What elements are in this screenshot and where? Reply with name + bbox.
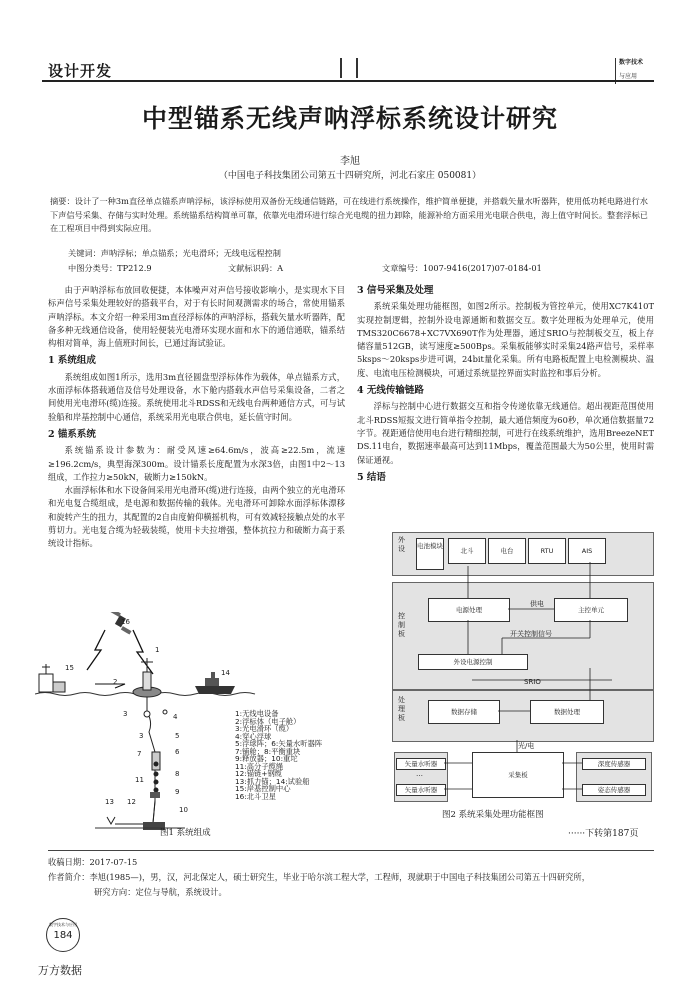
- paper-title: 中型锚系无线声呐浮标系统设计研究: [141, 104, 558, 133]
- legend-item: 9:释放器；10:重坨: [235, 754, 298, 763]
- left-column: [48, 284, 345, 551]
- acquisition-board: 采集板: [472, 752, 564, 798]
- mooring-line: [153, 800, 155, 824]
- edge-label: 光/电: [518, 742, 535, 750]
- page-number: 184: [53, 930, 73, 941]
- fig1-label: 3: [123, 710, 128, 718]
- link-icon: [87, 630, 105, 670]
- float-icon: [154, 788, 159, 793]
- received-date: 收稿日期：2017-07-15: [48, 857, 138, 867]
- edge-label: 供电: [530, 600, 544, 608]
- fig1-legend: [235, 710, 355, 800]
- section-heading: 4 无线传输链路: [357, 385, 424, 397]
- fig1-label: 16: [121, 618, 130, 626]
- group-label: 处理板: [398, 696, 405, 722]
- paragraph: 系统采集处理功能框图，如图2所示。控制板为管控单元，使用XC7K410T实现控制逻辑，控制外设电源通断和数据交互。数字处理板为处理单元，使用TMS320C6678+XC7VX690T作为处理器，通过SRIO与控制板交互，板上存储容量512GB，读写速度≥500Bps。采集板能够实时采集24路声信号，采样率5ksps～20ksps步进可调，24bit量化采集。所有电路板配置上电检测模块、温度、电流电压检测模块，可通过系统显控界面实时监控和事后分析。: [357, 301, 654, 378]
- affiliation: （中国电子科技集团公司第五十四研究所，河北石家庄 050081）: [218, 171, 482, 181]
- fig1-label: 10: [179, 806, 188, 814]
- intro-paragraph: 由于声呐浮标布放回收便捷，本体噪声对声信号接收影响小，是实现水下目标声信号采集处理较好的搭载平台，对于有长时间观测需求的场合，常使用锚系声呐浮标。本文介绍一种采用3m直径浮标体的声呐浮标，搭载矢量水听器阵，配备多种无线通信设备，使用轻便装光电滑环实现水面和水下的通信通联，锚系结构相对简单，海上值班时间长，已通过海试验证。: [48, 285, 345, 349]
- data-processing: 数据处理: [530, 700, 604, 724]
- fig1-label: 3: [139, 732, 144, 740]
- author-bio-cont: 研究方向：定位与导航，系统设计。: [94, 887, 227, 897]
- paragraph: 浮标与控制中心进行数据交互和指令传递依靠无线通信。超出视距范围使用北斗RDSS短报文进行简单指令控制，最大通信频度为60秒，单次通信数据量72字节。视距通信使用电台进行精细控制，可进行在线系统维护，选用BreezeNET DS.11电台，数据速率最高可达到11Mbps，覆盖范围最大为50公里，使用时需保证通视。: [357, 401, 654, 465]
- section-label: 设计开发: [48, 62, 113, 80]
- footer-rule: [48, 850, 654, 851]
- float-icon: [144, 711, 150, 717]
- battery-module: 电池模块: [416, 538, 444, 570]
- fig1-label: 14: [221, 669, 230, 677]
- fig1-label: 13: [105, 798, 114, 806]
- radio-module: 电台: [488, 538, 526, 564]
- power-processing: 电源处理: [428, 598, 510, 622]
- header-divider: [340, 58, 342, 78]
- fig2-caption: 图2 系统采集处理功能框图: [442, 810, 544, 820]
- legend-item: 4:穿心浮球: [235, 731, 272, 741]
- fig1-label: 5: [175, 732, 180, 740]
- section-heading: 3 信号采集及处理: [357, 285, 434, 296]
- data-storage: 数据存储: [428, 700, 500, 724]
- group-label: 外设: [398, 536, 405, 553]
- legend-item: 5:浮球阵；6:矢量水听器阵: [235, 739, 323, 748]
- legend-item: 15:岸基控制中心: [235, 784, 291, 793]
- float-icon: [154, 762, 159, 767]
- section-heading: 2 锚系系统: [48, 428, 96, 440]
- fig1-label: 11: [135, 776, 144, 784]
- watermark: 万方数据: [38, 964, 82, 977]
- depth-sensor: 深度传感器: [582, 758, 646, 770]
- fig1-label: 8: [175, 770, 180, 778]
- float-icon: [154, 780, 159, 785]
- legend-item: 13:抓力锚；14:试验船: [235, 776, 310, 786]
- article-number: 文章编号：1007-9416(2017)07-0184-01: [382, 263, 542, 273]
- hydrophone-array: [152, 752, 160, 770]
- legend-item: 1:无线电设备: [235, 709, 279, 718]
- document-code: 文献标识码：A: [228, 263, 284, 273]
- vector-hydrophone: 矢量水听器: [396, 758, 446, 770]
- main-control-unit: 主控单元: [554, 598, 628, 622]
- legend-item: 2:浮标体（电子舱）: [235, 716, 301, 726]
- fig1-label: 6: [175, 748, 180, 756]
- legend-item: 16:北斗卫星: [235, 791, 276, 801]
- author-bio: 作者简介：李旭(1985—)，男，汉，河北保定人，硕士研究生，毕业于哈尔滨工程大学，工程师，现就职于中国电子科技集团公司第五十四研究所，: [48, 872, 591, 882]
- abstract: 摘要：设计了一种3m直径单点锚系声呐浮标，该浮标使用双备份无线通信链路，可在线进行系统操作，维护简单便捷，并搭载矢量水听器阵，使用低功耗电路进行水下声信号采集、存储与实时处理。系统锚系结构简单可靠，依靠光电滑环进行综合光电缆的扭力卸除，能源补给方面采用光电联合供电，海上值守时间长。整套浮标已在工程项目中得到实际应用。: [50, 196, 648, 233]
- section-heading: 1 系统组成: [48, 355, 96, 367]
- legend-item: 3:光电滑环（缆）: [235, 724, 294, 733]
- edge-label: 开关控制信号: [510, 630, 552, 638]
- legend-item: 11:高分子缆绳: [235, 761, 284, 771]
- fig1-label: 15: [65, 664, 74, 672]
- section-heading: 5 结语: [357, 471, 386, 483]
- right-column: [357, 284, 654, 484]
- beidou-module: 北斗: [448, 538, 486, 564]
- header-rule: [42, 80, 654, 82]
- ais-module: AIS: [568, 538, 606, 564]
- legend-item: 12:锚链+钢缆: [235, 769, 283, 778]
- buoy-icon: [133, 658, 161, 697]
- attitude-sensor: 姿态传感器: [582, 784, 646, 796]
- fig1-label: 9: [175, 788, 180, 796]
- fig1-label: 7: [137, 750, 142, 758]
- fig1-label: 4: [173, 713, 178, 721]
- figure-2: [392, 520, 654, 804]
- seal-text: 数字技术与应用: [49, 922, 77, 927]
- logo-line: 数字技术: [619, 59, 644, 66]
- shore-station-icon: [39, 664, 65, 692]
- fig1-caption: 图1 系统组成: [160, 828, 211, 838]
- anchor-icon: [107, 817, 115, 824]
- group-label: 控制板: [398, 612, 405, 638]
- figure-1: [35, 612, 355, 837]
- logo-line: 与应用: [619, 73, 638, 80]
- peripheral-power-control: 外设电源控制: [418, 654, 528, 670]
- fig1-label: 2: [113, 678, 118, 686]
- link-icon: [133, 630, 153, 674]
- link-icon: [95, 684, 125, 688]
- paragraph: 系统组成如图1所示，选用3m直径圆盘型浮标体作为载体，单点锚系方式，水面浮标体搭载通信及信号处理设备，水下舱内搭载水声信号采集设备，二者之间使用光电滑环(缆)连接。系统使用北斗RDSS和无线电台两种通信方式，可与试验船和岸基控制中心通信，系统采用光电联合供电，延长值守时间。: [48, 371, 345, 422]
- vector-hydrophone: 矢量水听器: [396, 784, 446, 796]
- page-number-seal: [46, 918, 80, 952]
- author: 李旭: [340, 156, 360, 167]
- header-divider: [356, 58, 358, 78]
- fig1-label: 1: [155, 646, 160, 654]
- weight-block: [150, 792, 160, 798]
- paragraph: 水面浮标体和水下设备间采用光电滑环(缆)进行连接，由两个独立的光电滑环和光电复合缆组成，是电源和数据传输的载体。光电滑环可卸除水面浮标体漂移和旋转产生的扭力，其配置的2自由度俯仰横摇机构，可有效减轻接触点处的水平剪切力。光电复合缆为轻载装缆，使用卡夫拉增强，整体抗拉力和破断力高于系统设计指标。: [48, 485, 345, 549]
- paragraph: 系统锚系设计参数为：耐受风速≥64.6m/s，波高≥22.5m，流速≥196.2cm/s，典型海深300m。设计锚系长度配置为水深3倍，由图1中2～13组成，工作拉力≥50kN，破断力≥150kN。: [48, 445, 345, 482]
- float-icon: [163, 710, 167, 714]
- ellipsis: …: [416, 770, 423, 778]
- continued-note: ······下转第187页: [568, 829, 639, 839]
- rtu-module: RTU: [528, 538, 566, 564]
- fig1-label: 12: [127, 798, 136, 806]
- keywords: 关键词：声呐浮标；单点锚系；光电滑环；无线电远程控制: [68, 248, 281, 258]
- edge-label: SRIO: [524, 678, 541, 686]
- legend-item: 7:铺舱；8:平衡重块: [235, 746, 301, 756]
- clc-number: 中图分类号：TP212.9: [68, 263, 152, 273]
- float-icon: [154, 772, 159, 777]
